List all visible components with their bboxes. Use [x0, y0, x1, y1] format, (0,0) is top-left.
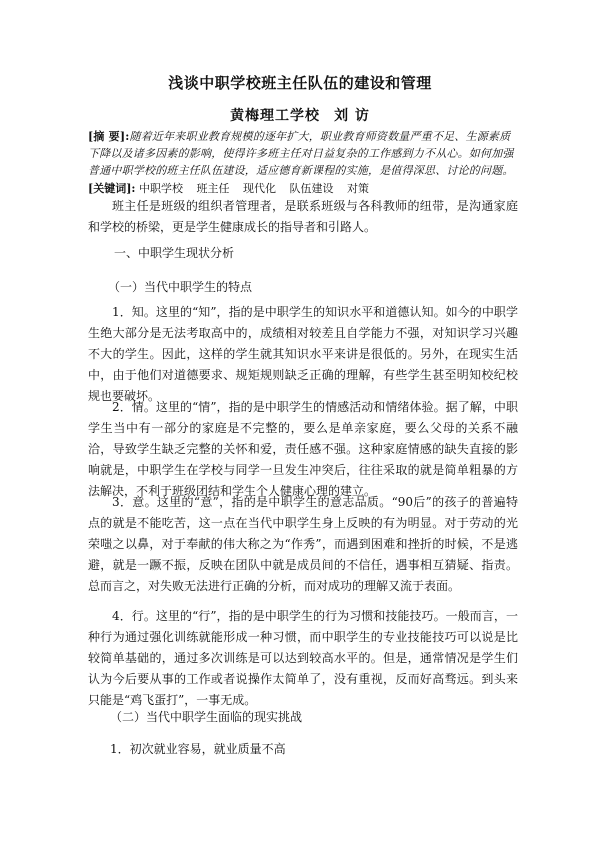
paper-title: 浅谈中职学校班主任队伍的建设和管理 [168, 74, 432, 92]
keyword: 对策 [346, 182, 369, 195]
keyword: 中职学校 [138, 182, 183, 195]
subsection-heading-1: （一）当代中职学生的特点 [108, 280, 253, 294]
abstract-text: 随着近年来职业教育规模的逐年扩大，职业教育师资数量严重不足、生源素质下降以及诸多因素的影响，使得许多班主任对日益复杂的工作感到力不从心。如何加强普通中职学校的班主任队伍建设，适应德育新课程的实施，是值得深思、讨论的问题。 [88, 130, 514, 177]
paragraph-behavior: 4．行。这里的“行”，指的是中职学生的行为习惯和技能技巧。一般而言，一种行为通过强化训练就能形成一种习惯，而中职学生的专业技能技巧可以说是比较简单基础的，通过多次训练是可以达到较高水平的。但是，通常情况是学生们认为今后要从事的工作或者说操作太简单了，没有重视，反而好高骛远。到头来只能是“鸡飞蛋打”，一事无成。 [88, 609, 518, 707]
subsection-heading-2: （二）当代中职学生面临的现实挑战 [110, 710, 303, 724]
abstract [88, 128, 520, 179]
intro-paragraph: 班主任是班级的组织者管理者，是联系班级与各科教师的纽带，是沟通家庭和学校的桥梁，更是学生健康成长的指导者和引路人。 [88, 199, 518, 234]
keyword: 班主任 [196, 182, 230, 195]
paragraph-emotion: 2．情。这里的“情”，指的是中职学生的情感活动和情绪体验。据了解，中职学生当中有一部分的家庭是不完整的，要么是单亲家庭，要么父母的关系不融洽，导致学生缺乏完整的关怀和爱，责任感不强。这种家庭情感的缺失直接的影响就是，中职学生在学校与同学一旦发生冲突后，往往采取的就是简单粗暴的方法解决，不利于班级团结和学生个人健康心理的建立。 [88, 400, 518, 498]
author-line [0, 105, 600, 125]
list-item-heading: 1．初次就业容易，就业质量不高 [110, 742, 286, 756]
abstract-label: [摘 要]: [88, 130, 130, 143]
paragraph-knowledge: 1．知。这里的“知”，指的是中职学生的知识水平和道德认知。如今的中职学生绝大部分是无法考取高中的，成绩相对较差且自学能力不强，对知识学习兴趣不大的学生。因此，这样的学生就其知识水平来讲是很低的。另外，在现实生活中，由于他们对道德要求、规矩规则缺乏正确的理解，有些学生甚至明知校纪校规也要破坏。 [88, 305, 518, 403]
keywords [88, 180, 520, 197]
paragraph-will: 3．意。这里的“意”，指的是中职学生的意志品质。“90后”的孩子的普遍特点的就是不能吃苦，这一点在当代中职学生身上反映的有为明显。对于劳动的光荣嗤之以鼻，对于奉献的伟大称之为“作秀”，而遇到困难和挫折的时候，不是逃避，就是一蹶不振，反映在团队中就是成员间的不信任，遇事相互猜疑、指责。总而言之，对失败无法进行正确的分析，而对成功的理解又流于表面。 [88, 495, 518, 593]
section-heading-1: 一、中职学生现状分析 [114, 246, 235, 260]
keyword: 现代化 [242, 182, 276, 195]
author-name: 刘 访 [334, 108, 370, 124]
keyword: 队伍建设 [289, 182, 334, 195]
keywords-label: [关键词]: [88, 182, 136, 195]
author-school: 黄梅理工学校 [230, 108, 321, 124]
